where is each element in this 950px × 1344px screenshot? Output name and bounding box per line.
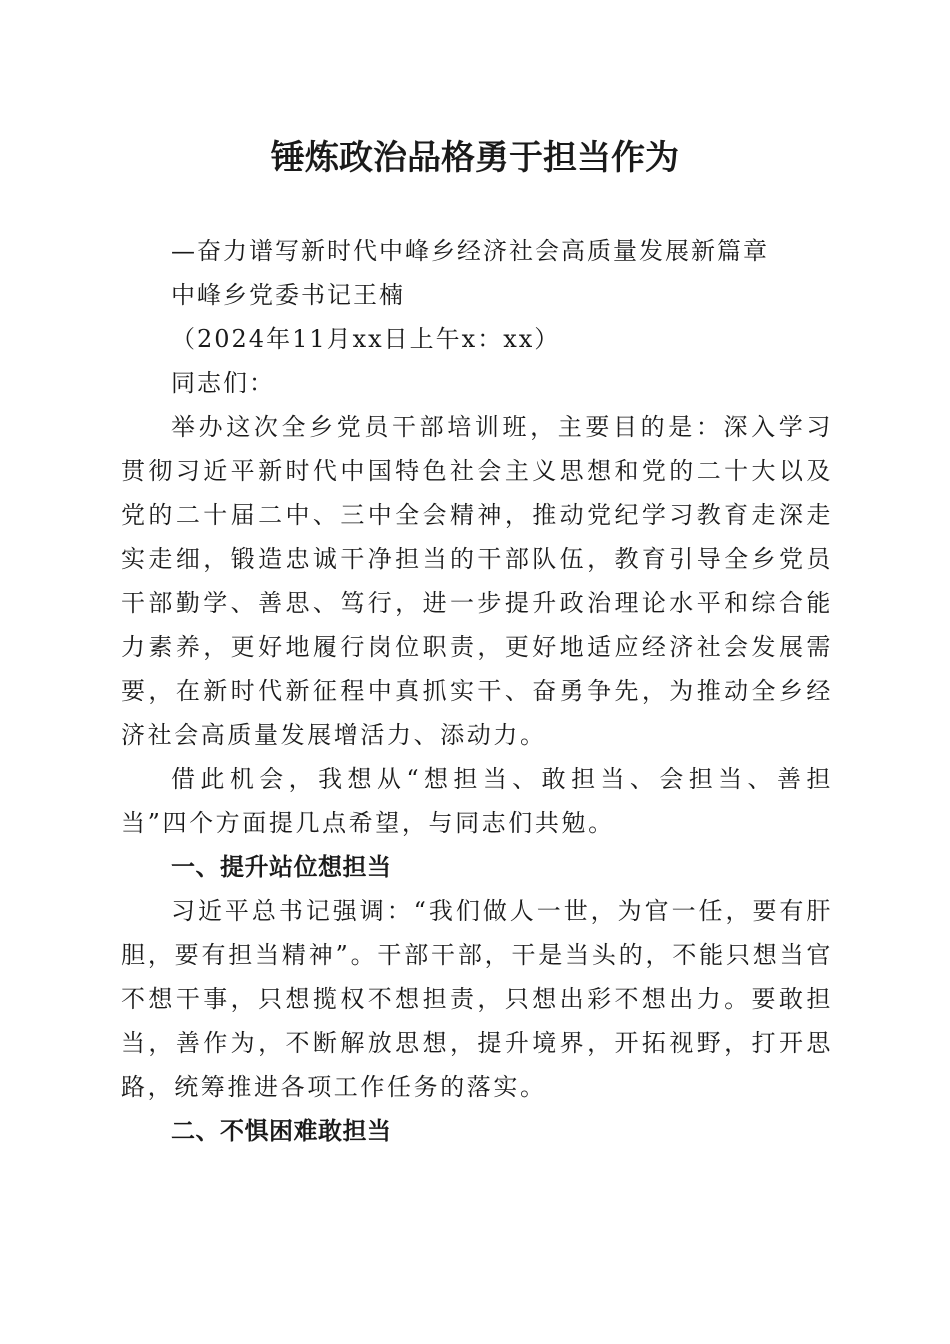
section-1-heading: 一、提升站位想担当 bbox=[171, 853, 392, 881]
paragraph-purpose: 举办这次全乡党员干部培训班，主要目的是：深入学习贯彻习近平新时代中国特色社会主义思想和党的二十大以及党的二十届二中、三中全会精神，推动党纪学习教育走深走实走细，锻造忠诚干净担当的干部队伍，教育引导全乡党员干部勤学、善思、笃行，进一步提升政治理论水平和综合能力素养，更好地履行岗位职责，更好地适应经济社会发展需要，在新时代新征程中真抓实干、奋勇争先，为推动全乡经济社会高质量发展增活力、添动力。 bbox=[121, 413, 833, 749]
document-date: （2024年11月xx日上午x：xx） bbox=[171, 325, 561, 353]
section-2-heading: 二、不惧困难敢担当 bbox=[171, 1117, 392, 1145]
section-1-paragraph: 习近平总书记强调：“我们做人一世，为官一任，要有肝胆，要有担当精神”。干部干部，干是当头的，不能只想当官不想干事，只想揽权不想担责，只想出彩不想出力。要敢担当，善作为，不断解放思想，提升境界，开拓视野，打开思路，统筹推进各项工作任务的落实。 bbox=[121, 897, 833, 1101]
document-subtitle: —奋力谱写新时代中峰乡经济社会高质量发展新篇章 bbox=[171, 237, 769, 265]
document-author: 中峰乡党委书记王楠 bbox=[171, 281, 405, 309]
salutation: 同志们： bbox=[171, 369, 275, 397]
paragraph-intro: 借此机会，我想从“想担当、敢担当、会担当、善担当”四个方面提几点希望，与同志们共勉。 bbox=[121, 765, 833, 837]
document-body bbox=[121, 229, 833, 1153]
document-title: 锤炼政治品格勇于担当作为 bbox=[271, 138, 679, 178]
